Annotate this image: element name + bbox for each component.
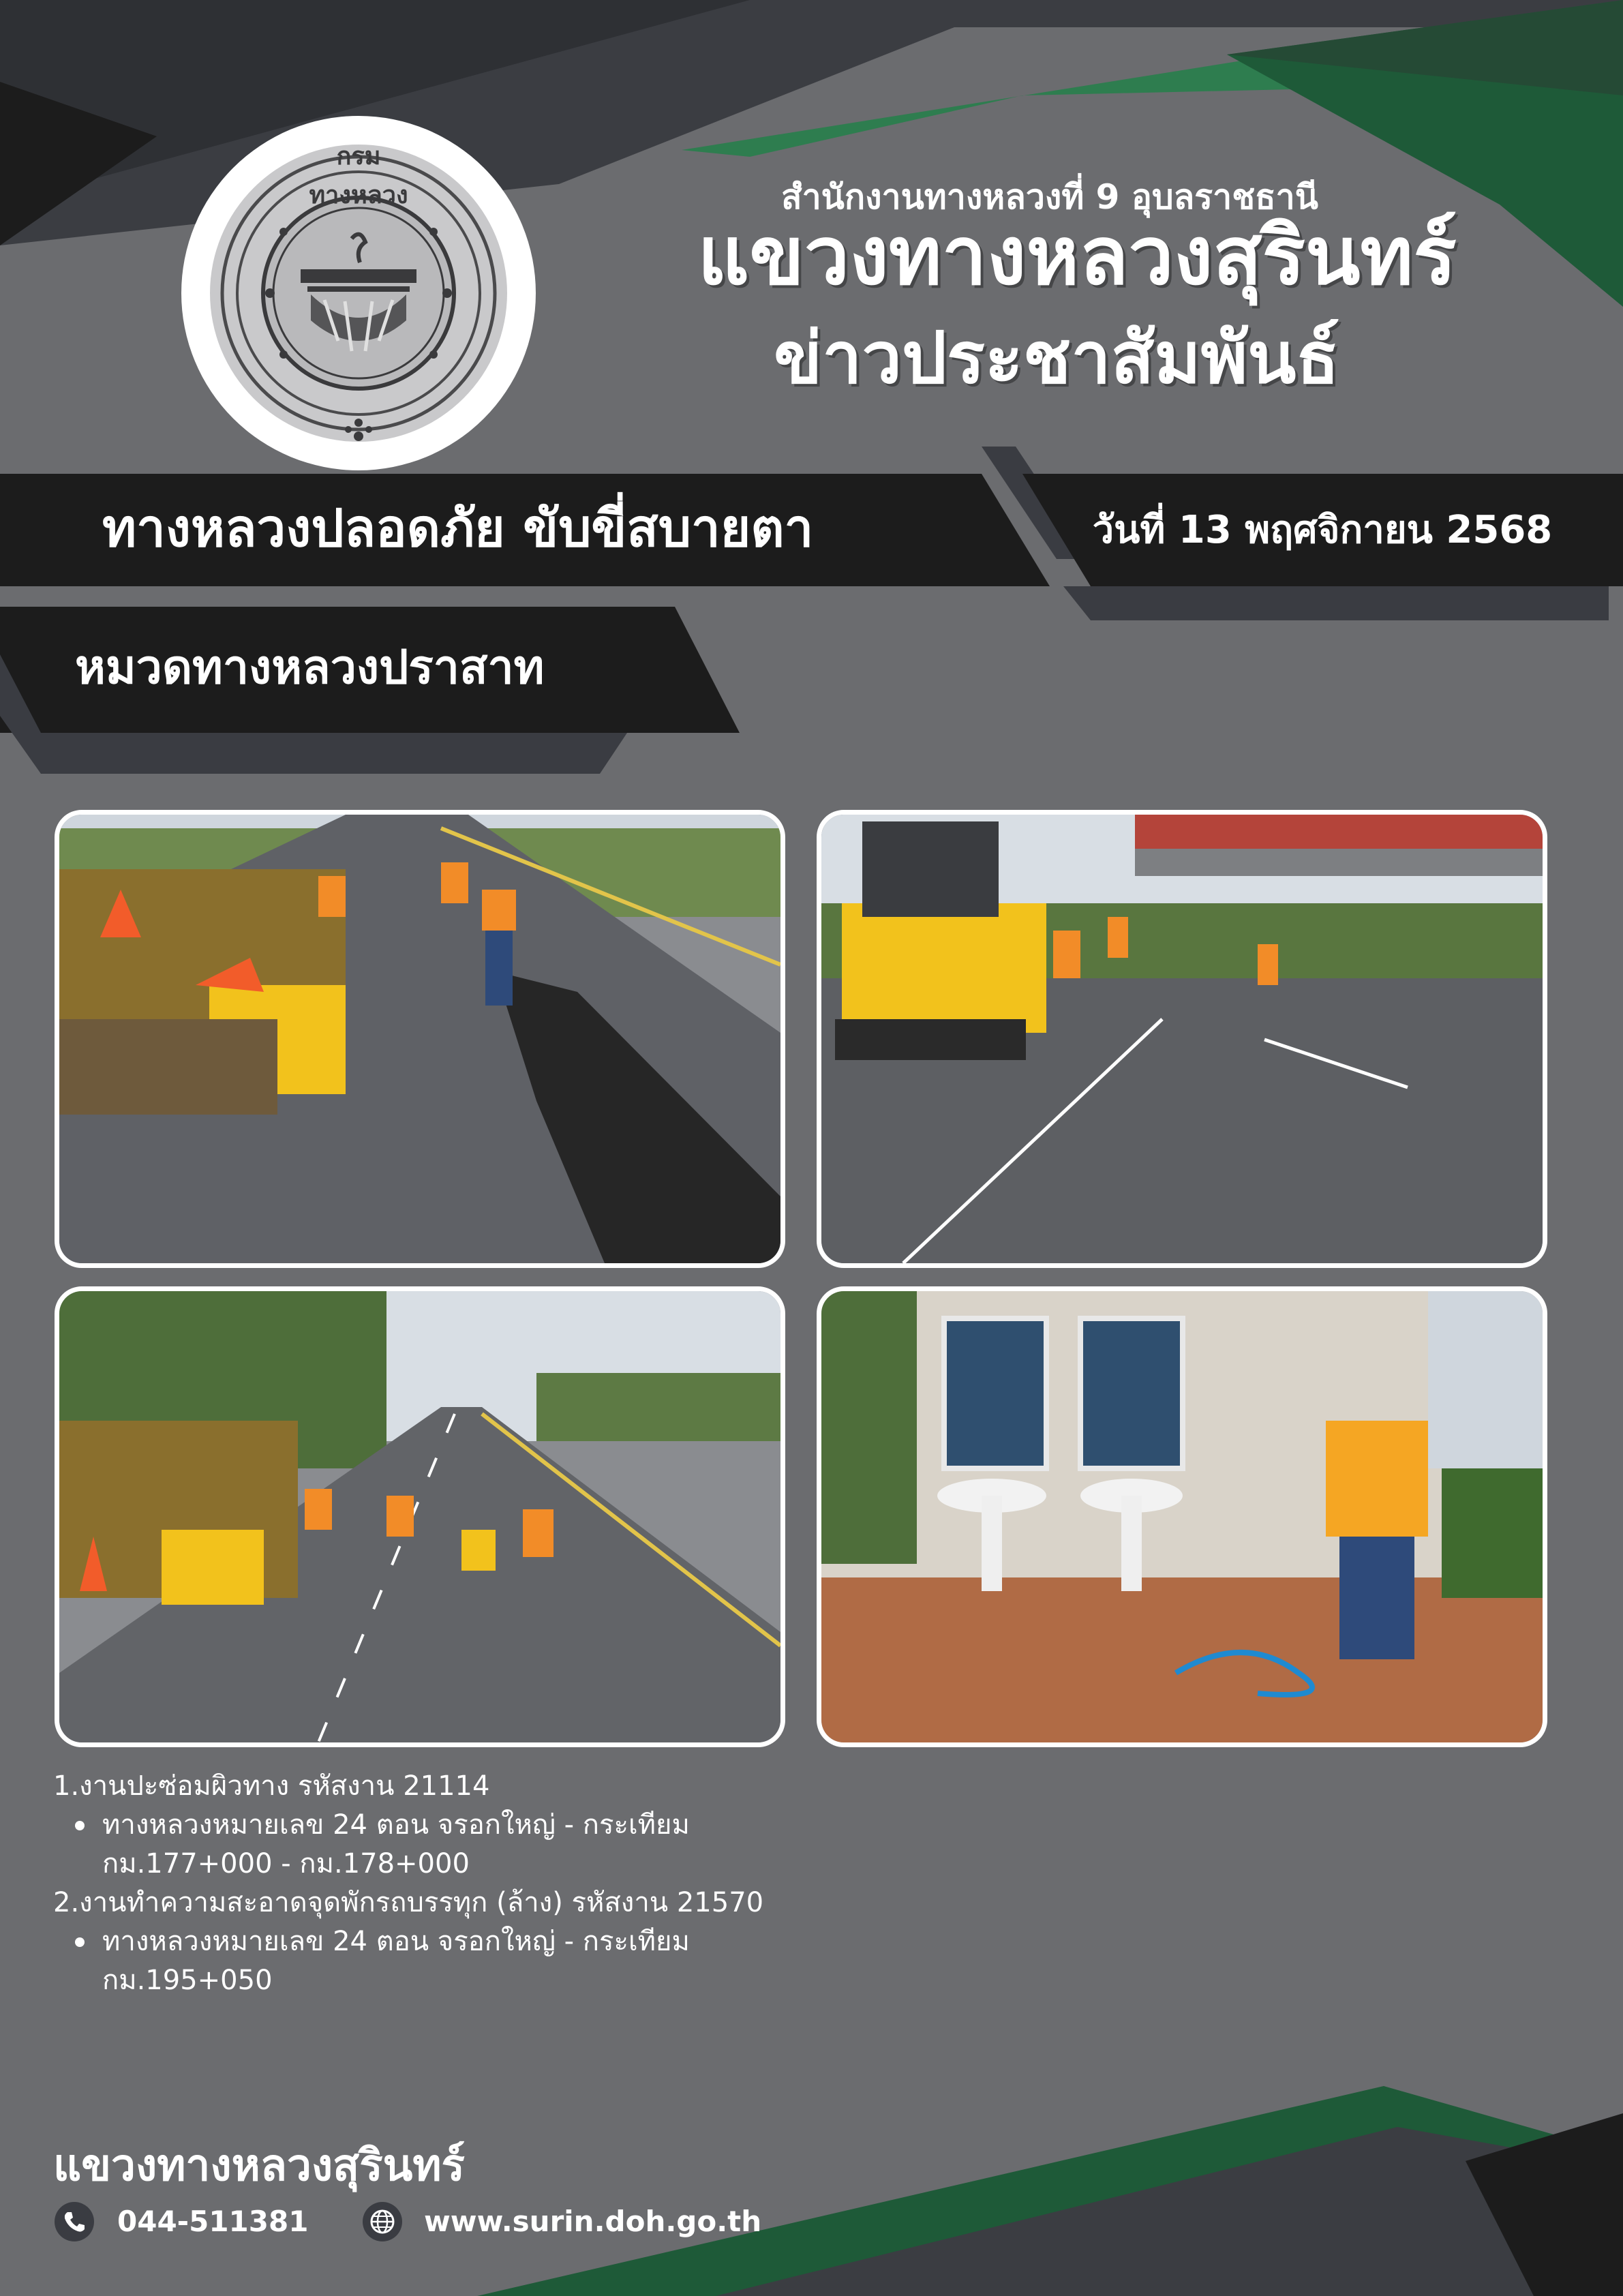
globe-icon <box>363 2202 402 2241</box>
unit-title: หมวดทางหลวงปราสาท <box>75 641 545 695</box>
page-title: แขวงทางหลวงสุรินทร์ <box>697 209 1457 303</box>
phone-number: 044-511381 <box>117 2205 309 2238</box>
photo-road-patching-3 <box>55 1286 785 1747</box>
photo-image <box>821 1291 1543 1742</box>
location-text: ทางหลวงหมายเลข 24 ตอน จรอกใหญ่ - กระเทียม <box>102 1809 690 1841</box>
work-item-title: 2.งานทำความสะอาดจุดพักรถบรรทุก (ล้าง) รหัสงาน 21570 <box>53 1887 764 1918</box>
km-range: กม.177+000 - กม.178+000 <box>102 1848 470 1879</box>
photo-image <box>59 1291 780 1742</box>
photo-rest-stop-cleaning <box>817 1286 1547 1747</box>
website-link[interactable]: www.surin.doh.go.th <box>424 2205 762 2238</box>
work-item-title: 1.งานปะซ่อมผิวทาง รหัสงาน 21114 <box>53 1770 490 1802</box>
logo-text: กรมทางหลวง <box>309 142 408 209</box>
office-name: สำนักงานทางหลวงที่ 9 อุบลราชธานี <box>781 177 1318 217</box>
footer-org-name: แขวงทางหลวงสุรินทร์ <box>53 2141 465 2191</box>
km-range: กม.195+050 <box>102 1965 273 1996</box>
slogan: ทางหลวงปลอดภัย ขับขี่สบายตา <box>102 498 814 558</box>
work-item-location <box>102 1922 871 2000</box>
bullet-icon <box>75 1821 85 1830</box>
page-subtitle: ข่าวประชาสัมพันธ์ <box>774 316 1339 399</box>
work-item-location <box>102 1806 871 1884</box>
photo-road-patching-2 <box>817 810 1547 1268</box>
phone-icon <box>55 2202 94 2241</box>
photo-image <box>59 815 780 1263</box>
location-text: ทางหลวงหมายเลข 24 ตอน จรอกใหญ่ - กระเทียม <box>102 1926 690 1957</box>
work-details <box>53 1767 871 2000</box>
bullet-icon <box>75 1937 85 1947</box>
photo-road-patching-1 <box>55 810 785 1268</box>
news-date: วันที่ 13 พฤศจิกายน 2568 <box>1092 508 1553 552</box>
department-logo <box>181 116 536 470</box>
photo-image <box>821 815 1543 1263</box>
